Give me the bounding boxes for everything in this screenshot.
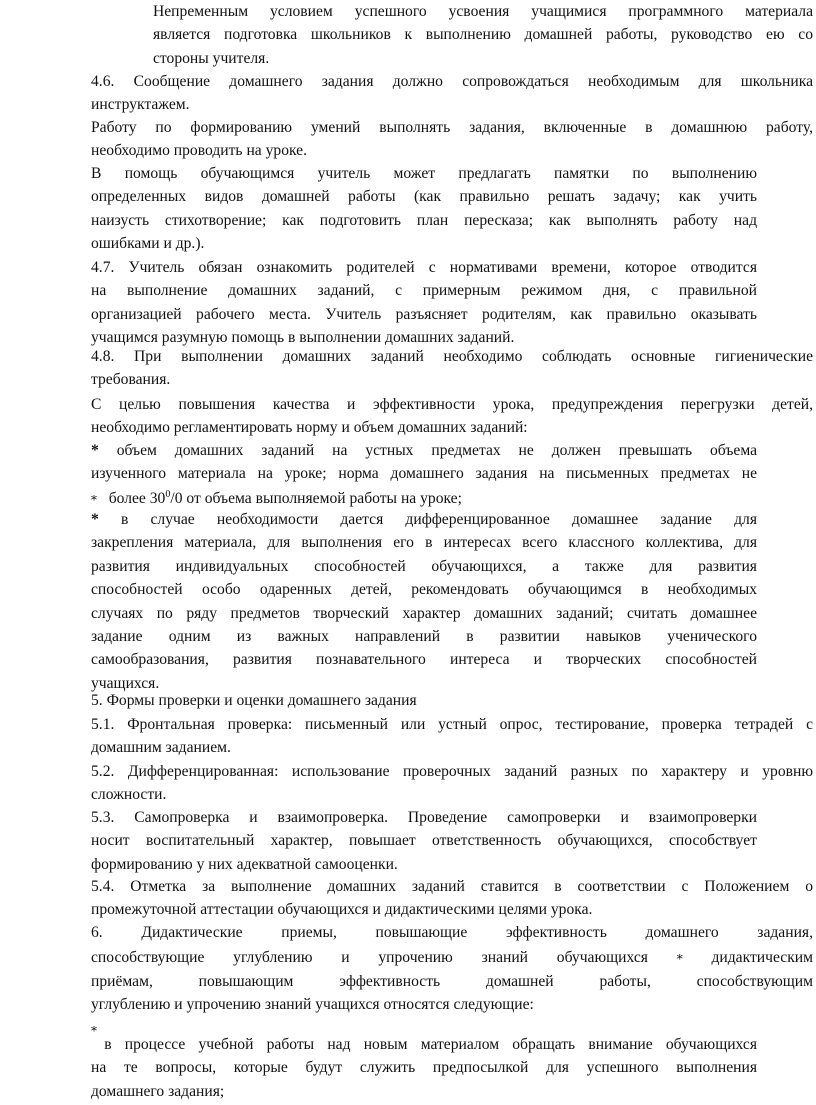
text-line: Непременным условием успешного усвоения учащимися программного материала [153,3,813,20]
text-line: ошибками и др.). [91,235,205,253]
paragraph-intro [153,0,813,70]
paragraph-6 [91,921,813,1017]
paragraph-4-6 [91,70,813,117]
bullet-marker-small: ⁎ [91,489,97,503]
text-part: более 30 [108,490,166,507]
text-line [91,439,757,462]
bullet-marker: * [91,511,99,528]
bullet-marker-small: ⁎ [91,1020,97,1034]
text-line: закрепления материала, для выполнения его в интересах всего классного коллектива, для [91,534,757,552]
bullet-volume-cont [91,485,757,510]
text-line: необходимо регламентировать норму и объем домашних заданий: [91,419,528,437]
text-part: дидактическим [711,949,813,967]
text-line: 5.4. Отметка за выполнение домашних заданий ставится в соответствии с Положением о [91,878,813,895]
bullet-text: в случае необходимости дается дифференцированное домашнее задание для [120,511,757,528]
paragraph-4-7 [91,256,757,350]
text-line [91,485,757,510]
paragraph-5-1 [91,713,813,760]
text-line: 6. Дидактические приемы, повышающие эффективность домашнего задания, [91,924,813,941]
text-line: В помощь обучающимся учитель может предлагать памятки по выполнению [91,165,757,182]
paragraph-5-4 [91,875,813,922]
text-part: /0 от объема выполняемой работы на уроке; [170,490,462,507]
bullet-new-material [91,1033,757,1103]
text-line: наизусть стихотворение; как подготовить план пересказа; как выполнять работу над [91,211,757,229]
text-line: изученного материала на уроке; норма домашнего задания на письменных предметах не [91,465,757,483]
text-line: является подготовка школьников к выполнению домашней работы, руководство ею со [153,26,813,44]
bullet-marker-small: ⁎ [676,948,683,963]
bullet-volume [91,439,757,486]
text-line: приёмам, повышающим эффективность домашней работы, способствующим [91,972,813,990]
bullet-differentiated [91,508,757,695]
bullet-text: в процессе учебной работы над новым материалом обращать внимание обучающихся [104,1036,757,1053]
text-line: инструктажем. [91,96,190,114]
text-line: носит воспитательный характер, повышает ответственность обучающихся, способствует [91,832,757,850]
text-line: 4.7. Учитель обязан ознакомить родителей с нормативами времени, которое отводится [91,259,757,276]
text-line: учащимся разумную помощь в выполнении домашних заданий. [91,329,515,347]
text-line: углублению и упрочению знаний учащихся относятся следующие: [91,996,534,1014]
paragraph-4-8 [91,345,813,392]
text-line: стороны учителя. [153,49,270,67]
text-line: сложности. [91,786,167,804]
text-line: необходимо проводить на уроке. [91,142,308,160]
text-line: требования. [91,371,171,389]
text-line: самообразования, развития познавательного интереса и творческих способностей [91,651,757,669]
text-line: организацией рабочего места. Учитель разъясняет родителям, как правильно оказывать [91,305,757,323]
paragraph-4-8-norms [91,393,813,440]
text-line: промежуточной аттестации обучающихся и дидактическими целями урока. [91,901,593,919]
text-line: учащихся. [91,674,160,692]
paragraph-5-2 [91,760,813,807]
text-line: способностей особо одаренных детей, рекомендовать обучающимся в необходимых [91,581,757,599]
text-line: 5.1. Фронтальная проверка: письменный или устный опрос, тестирование, проверка тетрадей с [91,716,813,733]
text-line: 4.6. Сообщение домашнего задания должно сопровождаться необходимым для школьника [91,73,813,90]
text-line: 5.3. Самопроверка и взаимопроверка. Проведение самопроверки и взаимопроверки [91,809,757,826]
bullet-text: объем домашних заданий на устных предметах не должен превышать объема [116,442,758,459]
text-line [91,1033,757,1056]
text-line: формированию у них адекватной самооценки. [91,855,398,873]
text-line: С целью повышения качества и эффективности урока, предупреждения перегрузки детей, [91,396,813,413]
superscript: 0 [165,489,171,500]
text-line [91,944,813,969]
paragraph-4-6-skills [91,116,813,163]
text-line: домашним заданием. [91,739,231,757]
text-line: задание одним из важных направлений в развитии навыков ученического [91,628,757,646]
text-line: на выполнение домашних заданий, с примерным режимом дня, с правильной [91,282,757,300]
text-line: домашнего задания; [91,1082,225,1100]
paragraph-4-6-memo [91,162,757,256]
text-line: определенных видов домашней работы (как правильно решать задачу; как учить [91,188,757,206]
text-line [91,508,757,531]
section-5-heading [91,689,813,712]
text-line: 4.8. При выполнении домашних заданий необходимо соблюдать основные гигиенические [91,348,813,365]
section-title: 5. Формы проверки и оценки домашнего задания [91,692,417,709]
text-line: развития индивидуальных способностей обучающихся, а также для развития [91,557,757,575]
text-part: способствующие углублению и упрочению знаний обучающихся [91,949,648,967]
paragraph-5-3 [91,806,757,876]
bullet-marker: * [91,442,99,459]
text-line: на те вопросы, которые будут служить предпосылкой для успешного выполнения [91,1059,757,1077]
text-line: 5.2. Дифференцированная: использование проверочных заданий разных по характеру и уровню [91,763,813,780]
text-line: случаях по ряду предметов творческий характер домашних заданий; считать домашнее [91,604,757,622]
text-line: Работу по формированию умений выполнять задания, включенные в домашнюю работу, [91,119,813,136]
